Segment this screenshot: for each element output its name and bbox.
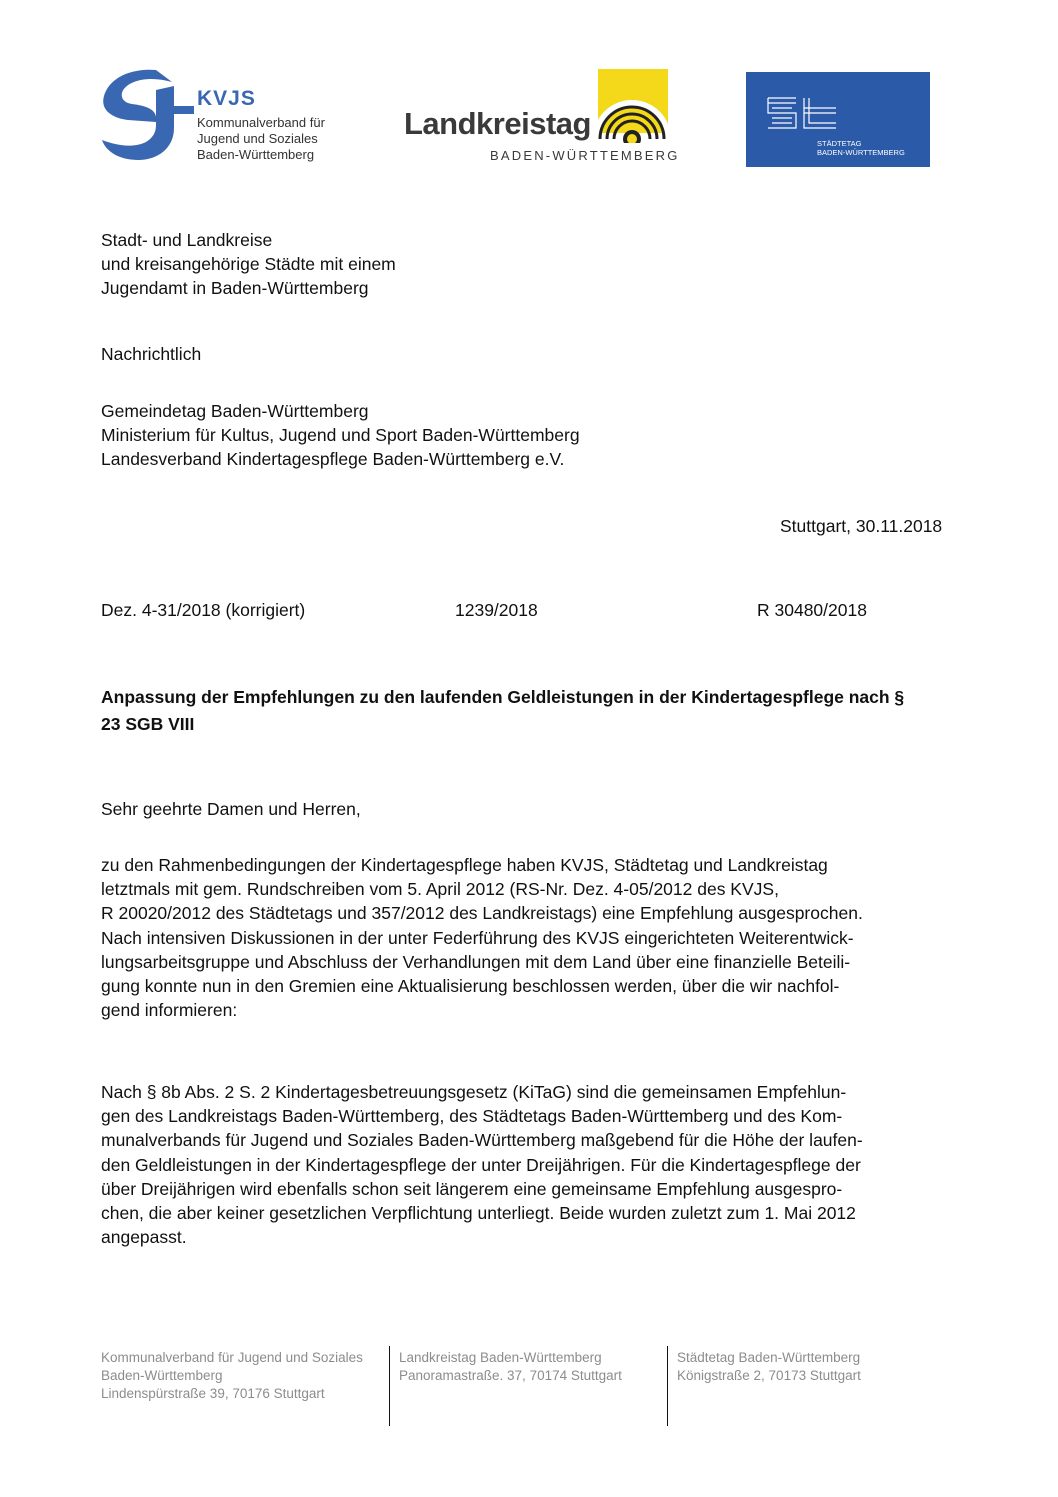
paragraph-line: den Geldleistungen in der Kindertagespflege der unter Dreijährigen. Für die Kindertagespflege der — [101, 1154, 861, 1175]
paragraph-line: chen, die aber keiner gesetzlichen Verpflichtung unterliegt. Beide wurden zuletzt zum 1. Mai 2012 — [101, 1203, 856, 1224]
recipient-line: Jugendamt in Baden-Württemberg — [101, 278, 369, 299]
footer-line: Königstraße 2, 70173 Stuttgart — [677, 1368, 861, 1383]
cc-label: Nachrichtlich — [101, 344, 202, 364]
staedtetag-logo — [746, 72, 930, 167]
subject-line: Anpassung der Empfehlungen zu den laufenden Geldleistungen in der Kindertagespflege nach § — [101, 687, 905, 707]
staedtetag-name-line: BADEN-WÜRTTEMBERG — [817, 148, 905, 157]
footer-line: Landkreistag Baden-Württemberg — [399, 1350, 602, 1365]
footer-line: Panoramastraße. 37, 70174 Stuttgart — [399, 1368, 622, 1383]
kvjs-name-line: Baden-Württemberg — [197, 147, 315, 162]
letter-date: Stuttgart, 30.11.2018 — [780, 516, 943, 536]
paragraph-line: über Dreijährigen wird ebenfalls schon seit längerem eine gemeinsame Empfehlung ausgespro- — [101, 1178, 843, 1199]
kvjs-emblem-icon — [98, 66, 194, 166]
landkreistag-subtitle: BADEN-WÜRTTEMBERG — [490, 148, 680, 163]
footer-staedtetag-address — [677, 1349, 861, 1385]
footer-line: Städtetag Baden-Württemberg — [677, 1350, 861, 1365]
footer-line: Lindenspürstraße 39, 70176 Stuttgart — [101, 1386, 325, 1401]
cc-recipient-line: Landesverband Kindertagespflege Baden-Württemberg e.V. — [101, 449, 565, 470]
letter-subject — [101, 684, 904, 738]
recipients-block — [101, 228, 396, 301]
kvjs-name-line: Jugend und Soziales — [197, 131, 318, 146]
footer-line: Kommunalverband für Jugend und Soziales — [101, 1350, 363, 1365]
paragraph-line: Nach § 8b Abs. 2 S. 2 Kindertagesbetreuungsgesetz (KiTaG) sind die gemeinsamen Empfehlun- — [101, 1082, 847, 1102]
paragraph-line: angepasst. — [101, 1227, 187, 1248]
subject-line: 23 SGB VIII — [101, 714, 195, 734]
salutation: Sehr geehrte Damen und Herren, — [101, 799, 361, 819]
reference-staedtetag: R 30480/2018 — [757, 600, 867, 620]
paragraph-line: gen des Landkreistags Baden-Württemberg, des Städtetags Baden-Württemberg und des Kom- — [101, 1106, 843, 1127]
paragraph-line: R 20020/2012 des Städtetags und 357/2012 des Landkreistags) eine Empfehlung ausgesprochen. — [101, 903, 863, 924]
kvjs-name-line: Kommunalverband für — [197, 115, 325, 130]
paragraph-line: lungsarbeitsgruppe und Abschluss der Verhandlungen mit dem Land über eine finanzielle Beteili- — [101, 951, 851, 972]
footer-divider — [389, 1346, 390, 1426]
recipient-line: und kreisangehörige Städte mit einem — [101, 254, 396, 275]
landkreistag-wordmark: Landkreistag — [404, 106, 591, 141]
footer-divider — [667, 1346, 668, 1426]
footer-line: Baden-Württemberg — [101, 1368, 223, 1383]
paragraph-1 — [101, 853, 863, 1022]
staedtetag-name-line: STÄDTETAG — [817, 139, 862, 148]
footer-landkreistag-address — [399, 1349, 622, 1385]
reference-kvjs: Dez. 4-31/2018 (korrigiert) — [101, 600, 306, 620]
paragraph-2 — [101, 1080, 863, 1249]
paragraph-line: letztmals mit gem. Rundschreiben vom 5. April 2012 (RS-Nr. Dez. 4-05/2012 des KVJS, — [101, 879, 779, 900]
cc-recipient-line: Ministerium für Kultus, Jugend und Sport Baden-Württemberg — [101, 425, 580, 446]
kvjs-full-name — [197, 115, 325, 163]
staedtetag-emblem-icon — [766, 94, 838, 134]
paragraph-line: munalverbands für Jugend und Soziales Baden-Württemberg maßgebend für die Höhe der laufen- — [101, 1130, 863, 1151]
recipient-line: Stadt- und Landkreise — [101, 230, 273, 250]
footer-kvjs-address — [101, 1349, 363, 1403]
cc-recipients-block — [101, 399, 580, 472]
paragraph-line: zu den Rahmenbedingungen der Kindertagespflege haben KVJS, Städtetag und Landkreistag — [101, 855, 828, 875]
kvjs-abbreviation: KVJS — [197, 87, 256, 110]
staedtetag-name — [817, 139, 905, 157]
paragraph-line: gung konnte nun in den Gremien eine Aktualisierung beschlossen werden, über die wir nachfol- — [101, 976, 840, 997]
paragraph-line: gend informieren: — [101, 1000, 238, 1021]
paragraph-line: Nach intensiven Diskussionen in der unter Federführung des KVJS eingerichteten Weiterentwick- — [101, 927, 854, 948]
cc-recipient-line: Gemeindetag Baden-Württemberg — [101, 401, 369, 421]
landkreistag-emblem-icon — [594, 69, 670, 148]
reference-landkreistag: 1239/2018 — [455, 600, 538, 620]
